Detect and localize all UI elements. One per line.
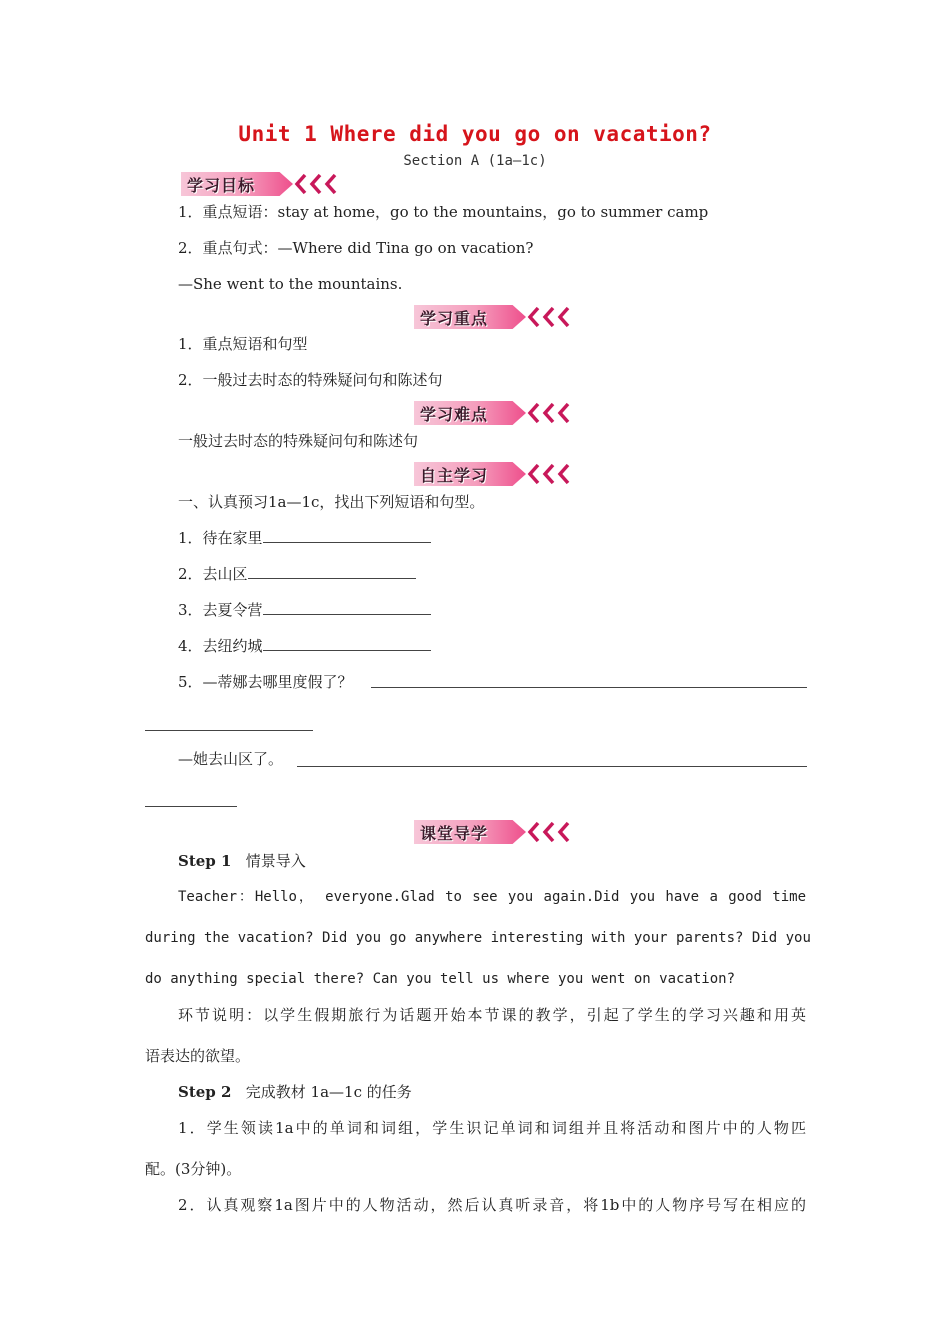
- answer-blank[interactable]: [248, 564, 416, 579]
- chevrons-icon: [522, 462, 582, 486]
- exercise-prompt: 1．待在家里: [178, 529, 263, 547]
- answer-blank[interactable]: [263, 600, 431, 615]
- banner-self-study: [414, 462, 584, 486]
- task-1-line-2: 配。(3分钟)。: [145, 1160, 242, 1178]
- banner-class-guide: [414, 820, 584, 844]
- self-study-intro: 一、认真预习1a—1c，找出下列短语和句型。: [178, 493, 485, 511]
- answer-blank[interactable]: [145, 730, 313, 731]
- chevrons-icon: [289, 172, 349, 196]
- exercise-item-5: [178, 672, 353, 692]
- exercise-item-1: [178, 528, 431, 548]
- note-line-1: 环节说明：以学生假期旅行为话题开始本节课的教学，引起了学生的学习兴趣和用英: [178, 1006, 806, 1024]
- page-title: Unit 1 Where did you go on vacation?: [238, 122, 712, 146]
- task-2-line-1: 2．认真观察1a图片中的人物活动，然后认真听录音，将1b中的人物序号写在相应的: [178, 1196, 806, 1214]
- answer-blank[interactable]: [263, 528, 431, 543]
- task-1-line-1: 1．学生领读1a中的单词和词组，学生识记单词和词组并且将活动和图片中的人物匹: [178, 1119, 806, 1137]
- step-title: 完成教材 1a—1c 的任务: [245, 1083, 412, 1101]
- answer-blank[interactable]: [371, 687, 807, 688]
- answer-blank[interactable]: [263, 636, 431, 651]
- chevrons-icon: [522, 305, 582, 329]
- step-1-heading: [178, 851, 306, 871]
- banner-difficulty: [414, 401, 584, 425]
- step-2-heading: [178, 1082, 412, 1102]
- banner-label: 学习难点: [420, 405, 489, 424]
- exercise-prompt: 5．—蒂娜去哪里度假了？: [178, 673, 353, 691]
- chevrons-icon: [522, 820, 582, 844]
- chevrons-icon: [522, 401, 582, 425]
- section-subtitle: Section A (1a—1c): [403, 153, 547, 169]
- exercise-item-4: [178, 636, 431, 656]
- exercise-item-2: [178, 564, 416, 584]
- teacher-line-2: during the vacation? Did you go anywhere interesting with your parents? Did you: [145, 930, 811, 946]
- banner-key-points: [414, 305, 584, 329]
- goal-answer: —She went to the mountains.: [178, 275, 403, 293]
- exercise-item-5-answer: —她去山区了。: [178, 750, 284, 768]
- teacher-line-3: do anything special there? Can you tell us where you went on vacation?: [145, 971, 736, 987]
- banner-label: 自主学习: [420, 466, 489, 485]
- exercise-prompt: 4．去纽约城: [178, 637, 263, 655]
- difficulty-text: 一般过去时态的特殊疑问句和陈述句: [178, 432, 419, 450]
- banner-goals: [181, 172, 351, 196]
- goal-phrases: 1．重点短语：stay at home，go to the mountains，go to summer camp: [178, 203, 709, 221]
- banner-label: 课堂导学: [420, 824, 489, 843]
- step-title: 情景导入: [245, 852, 306, 870]
- answer-blank[interactable]: [145, 806, 237, 807]
- note-line-2: 语表达的欲望。: [145, 1047, 251, 1065]
- banner-label: 学习重点: [420, 309, 489, 328]
- teacher-line-1: Teacher：Hello， everyone.Glad to see you again.Did you have a good time: [178, 889, 806, 905]
- exercise-prompt: 3．去夏令营: [178, 601, 263, 619]
- goal-sentences: 2．重点句式：—Where did Tina go on vacation?: [178, 239, 534, 257]
- step-label: Step 2: [178, 1083, 232, 1101]
- exercise-prompt: 2．去山区: [178, 565, 248, 583]
- banner-label: 学习目标: [187, 176, 256, 195]
- key-item-1: 1．重点短语和句型: [178, 335, 308, 353]
- key-item-2: 2．一般过去时态的特殊疑问句和陈述句: [178, 371, 443, 389]
- answer-blank[interactable]: [297, 766, 807, 767]
- step-label: Step 1: [178, 852, 232, 870]
- exercise-item-3: [178, 600, 431, 620]
